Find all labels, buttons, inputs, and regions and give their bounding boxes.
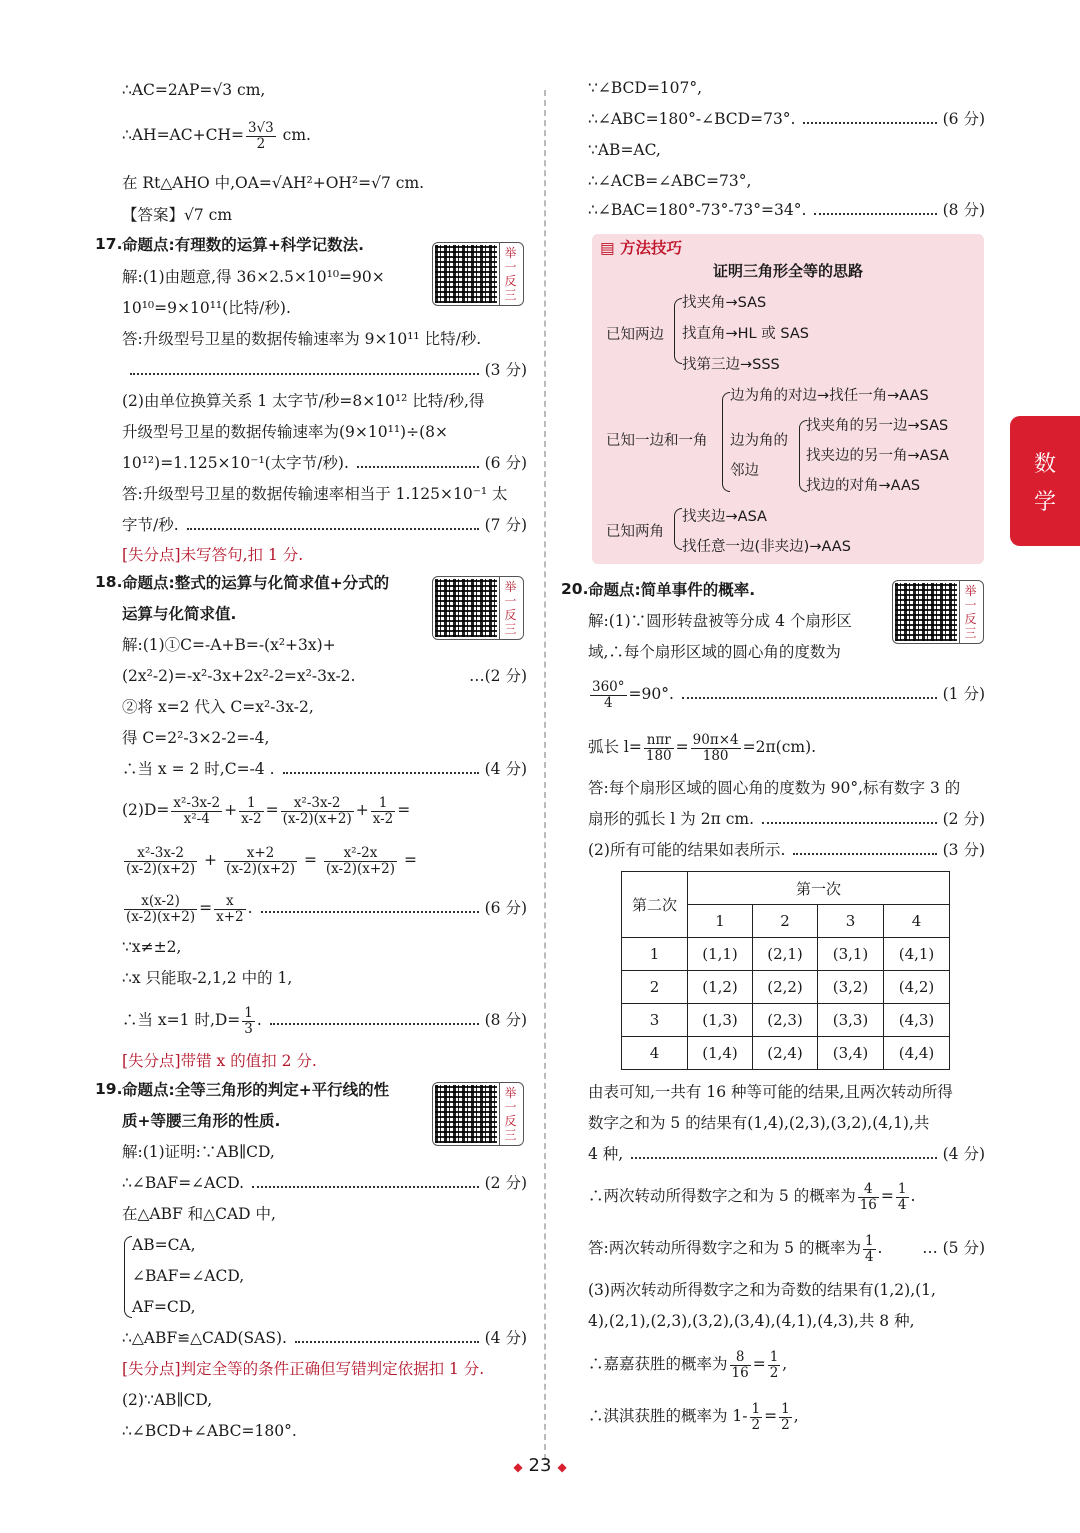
system-brace — [124, 1236, 132, 1318]
method-node: 找第三边→SSS — [682, 357, 780, 373]
table-row — [622, 1004, 950, 1037]
table-cell: (3,1) — [818, 938, 884, 971]
text-line: (2)∵AB∥CD, — [122, 1391, 213, 1409]
text-line: 域,∴每个扇形区域的圆心角的度数为 — [588, 643, 841, 661]
method-node: 找夹边→ASA — [682, 509, 767, 525]
text-line: ∴∠BCD+∠ABC=180°. — [122, 1422, 297, 1440]
score-line: ∴∠ABC=180°-∠BCD=73°. (6 分) — [588, 110, 985, 128]
method-node: 找夹角→SAS — [682, 295, 767, 311]
text-line: 10¹⁰=9×10¹¹(比特/秒). — [122, 299, 291, 317]
formula-line: 弧长 l= $\frac{\text{nπr}}{180}$ = $\frac{90\pi\times 4}{180}$ =2π(cm). — [588, 731, 817, 764]
table-cell: (1,4) — [688, 1037, 753, 1070]
method-node: 已知两边 — [606, 327, 664, 343]
qr-code-icon — [435, 1085, 497, 1143]
method-node: 找边的对角→AAS — [806, 478, 921, 494]
text-line: ∵x≠±2, — [122, 938, 182, 956]
diamond-icon: ◆ — [557, 1460, 567, 1474]
method-node: 找直角→HL 或 SAS — [682, 326, 809, 342]
method-node: 边为角的对边→找任一角→AAS — [730, 388, 929, 404]
score-line: $\frac{x(x-2)}{(x-2)(x+2)}$ = $\frac{x}{x+2}$ . (6 分) — [126, 892, 527, 925]
text-line: 升级型号卫星的数据传输速率为(9×10¹¹)÷(8× — [122, 423, 448, 441]
table-cell: (3,4) — [818, 1037, 884, 1070]
text-line: 在△ABF 和△CAD 中, — [122, 1205, 276, 1223]
text-line: ∴x 只能取-2,1,2 中的 1, — [122, 969, 293, 987]
score-line: 答:两次转动所得数字之和为 5 的概率为 $\frac{1}{4}$ . … (5 分) — [588, 1232, 985, 1265]
loss-point-note: [失分点]带错 x 的值扣 2 分. — [122, 1052, 317, 1070]
text-line: 解:(1)①C=-A+B=-(x²+3x)+ — [122, 636, 336, 654]
question-number: 18. — [95, 573, 123, 591]
table-cell: (1,3) — [688, 1004, 753, 1037]
score-line: (3 分) — [122, 355, 527, 385]
table-cell: (2,3) — [753, 1004, 818, 1037]
qr-code-icon — [895, 583, 957, 641]
formula-line: ∴淇淇获胜的概率为 1- $\frac{1}{2}$ = $\frac{1}{2}$ , — [588, 1400, 799, 1433]
text-line: 解:(1)∵圆形转盘被等分成 4 个扇形区 — [588, 612, 852, 630]
qr-code-icon — [435, 579, 497, 637]
text-line: 答:每个扇形区域的圆心角的度数为 90°,标有数字 3 的 — [588, 779, 961, 797]
table-row-header: 4 — [622, 1037, 688, 1070]
question-title: 命题点:整式的运算与化简求值+分式的 — [122, 574, 390, 592]
method-brace — [674, 508, 682, 550]
loss-point-note: [失分点]未写答句,扣 1 分. — [122, 546, 304, 564]
page-number: ◆ 23 ◆ — [513, 1455, 567, 1476]
text-line: ∴∠ACB=∠ABC=73°, — [588, 172, 752, 190]
table-col-header: 4 — [884, 905, 950, 938]
note-icon: ▤ — [600, 239, 621, 257]
table-col-header: 2 — [753, 905, 818, 938]
text-line: AB=CA, — [132, 1236, 196, 1254]
table-cell: (4,3) — [884, 1004, 950, 1037]
score-line: 10¹²)=1.125×10⁻¹(太字节/秒). (6 分) — [122, 454, 527, 472]
score-line: ∴当 x=1 时,D= $\frac{1}{3}$ . (8 分) — [122, 1004, 527, 1037]
question-number: 20. — [561, 580, 589, 598]
subject-tab[interactable]: 数 学 — [1010, 416, 1080, 546]
qr-code-box[interactable]: 举 一 反 三 — [432, 1082, 524, 1146]
table-row — [622, 1037, 950, 1070]
table-row-header: 1 — [622, 938, 688, 971]
text-line: 解:(1)由题意,得 36×2.5×10¹⁰=90× — [122, 268, 385, 286]
score-line: 字节/秒. (7 分) — [122, 516, 527, 534]
score-line: $\frac{360^\circ}{4}$ =90°. (1 分) — [592, 678, 985, 711]
table-cell: (2,2) — [753, 971, 818, 1004]
qr-code-box[interactable]: 举 一 反 三 — [892, 580, 984, 644]
table-corner: 第二次 — [622, 872, 688, 938]
method-node: 找夹角的另一边→SAS — [806, 418, 949, 434]
method-node: 已知两角 — [606, 524, 664, 540]
loss-point-note: [失分点]判定全等的条件正确但写错判定依据扣 1 分. — [122, 1360, 485, 1378]
table-cell: (1,2) — [688, 971, 753, 1004]
question-number: 17. — [95, 235, 123, 253]
table-cell: (4,4) — [884, 1037, 950, 1070]
text-line: ②将 x=2 代入 C=x²-3x-2, — [122, 698, 314, 716]
score-line: (2)所有可能的结果如表所示. (3 分) — [588, 841, 985, 859]
text-line: ∵∠BCD=107°, — [588, 79, 703, 97]
table-row-header: 3 — [622, 1004, 688, 1037]
text-line: AF=CD, — [132, 1298, 196, 1316]
table-header: 第一次 — [688, 872, 950, 905]
text-line: (3)两次转动所得数字之和为奇数的结果有(1,2),(1, — [588, 1281, 936, 1299]
method-node: 边为角的 — [730, 433, 788, 449]
table-cell: (3,2) — [818, 971, 884, 1004]
table-row-header: 2 — [622, 971, 688, 1004]
qr-code-box[interactable]: 举 一 反 三 — [432, 242, 524, 306]
table-cell: (2,4) — [753, 1037, 818, 1070]
method-node: 已知一边和一角 — [606, 433, 708, 449]
text-line: 在 Rt△AHO 中,OA=√AH²+OH²=√7 cm. — [122, 174, 425, 192]
table-col-header: 1 — [688, 905, 753, 938]
qr-code-icon — [435, 245, 497, 303]
table-cell: (4,2) — [884, 971, 950, 1004]
question-title: 质+等腰三角形的性质. — [122, 1112, 281, 1130]
score-line: ∴△ABF≌△CAD(SAS). (4 分) — [122, 1329, 527, 1347]
method-brace — [722, 392, 730, 492]
diamond-icon: ◆ — [513, 1460, 523, 1474]
qr-code-box[interactable]: 举 一 反 三 — [432, 576, 524, 640]
text-line: 答:升级型号卫星的数据传输速率为 9×10¹¹ 比特/秒. — [122, 330, 482, 348]
method-node: 找任意一边(非夹边)→AAS — [682, 539, 851, 555]
method-tips-title: ▤ 方法技巧 — [600, 239, 683, 257]
method-heading: 证明三角形全等的思路 — [712, 262, 863, 280]
column-divider — [544, 90, 546, 1460]
question-title: 命题点:全等三角形的判定+平行线的性 — [122, 1081, 390, 1099]
method-node: 找夹边的另一角→ASA — [806, 448, 949, 464]
question-title: 命题点:简单事件的概率. — [588, 581, 756, 599]
text-line: 4),(2,1),(2,3),(3,2),(3,4),(4,1),(4,3),共 8 种, — [588, 1312, 915, 1330]
outcome-table — [621, 871, 950, 1070]
text-line: ∵AB=AC, — [588, 141, 661, 159]
table-col-header: 3 — [818, 905, 884, 938]
score-line: ∴当 x = 2 时,C=-4 . (4 分) — [122, 760, 527, 778]
text-line: 由表可知,一共有 16 种等可能的结果,且两次转动所得 — [588, 1083, 953, 1101]
text-line: (2)由单位换算关系 1 太字节/秒=8×10¹² 比特/秒,得 — [122, 392, 485, 410]
answer-line: 【答案】√7 cm — [122, 206, 233, 224]
formula-line: ∴两次转动所得数字之和为 5 的概率为 $\frac{4}{16}$ = $\frac{1}{4}$ . — [588, 1180, 916, 1213]
table-cell: (3,3) — [818, 1004, 884, 1037]
question-title: 命题点:有理数的运算+科学记数法. — [122, 236, 365, 254]
formula-line: (2)D= $\frac{\text{x²-3x-2}}{\text{x²-4}}$ + $\frac{1}{x-2}$ = $\frac{\text{x²-3x-2}}{(x-2)(x+2)}$ + $\frac{1}{x-2}$ = — [122, 794, 411, 827]
table-row — [622, 938, 950, 971]
text-line: 解:(1)证明:∵AB∥CD, — [122, 1143, 275, 1161]
table-cell: (1,1) — [688, 938, 753, 971]
table-cell: (4,1) — [884, 938, 950, 971]
formula-line: $\frac{\text{x²-3x-2}}{(x-2)(x+2)}$ + $\frac{x+2}{(x-2)(x+2)}$ = $\frac{\text{x²-2x}}{(x-2)(x+2)}$ = — [126, 844, 417, 877]
method-node: 邻边 — [730, 463, 759, 479]
method-brace — [674, 298, 682, 364]
score-line: (2x²-2)=-x²-3x+2x²-2=x²-3x-2. …(2 分) — [122, 667, 527, 685]
table-cell: (2,1) — [753, 938, 818, 971]
question-number: 19. — [95, 1080, 123, 1098]
score-line: ∴∠BAC=180°-73°-73°=34°. (8 分) — [588, 201, 985, 219]
text-line: ∠BAF=∠ACD, — [132, 1267, 245, 1285]
score-line: 4 种, (4 分) — [588, 1145, 985, 1163]
score-line: 扇形的弧长 l 为 2π cm. (2 分) — [588, 810, 985, 828]
text-line: 答:升级型号卫星的数据传输速率相当于 1.125×10⁻¹ 太 — [122, 485, 508, 503]
table-row — [622, 971, 950, 1004]
text-line: ∴AH=AC+CH= $\frac{3√3}{2}$ cm. — [122, 119, 311, 152]
score-line: ∴∠BAF=∠ACD. (2 分) — [122, 1174, 527, 1192]
formula-line: ∴嘉嘉获胜的概率为 $\frac{8}{16}$ = $\frac{1}{2}$ , — [588, 1348, 788, 1381]
text-line: 数字之和为 5 的结果有(1,4),(2,3),(3,2),(4,1),共 — [588, 1114, 930, 1132]
text-line: 得 C=2²-3×2-2=-4, — [122, 729, 270, 747]
question-title: 运算与化简求值. — [122, 605, 237, 623]
text-line: ∴AC=2AP=√3 cm, — [122, 81, 266, 99]
